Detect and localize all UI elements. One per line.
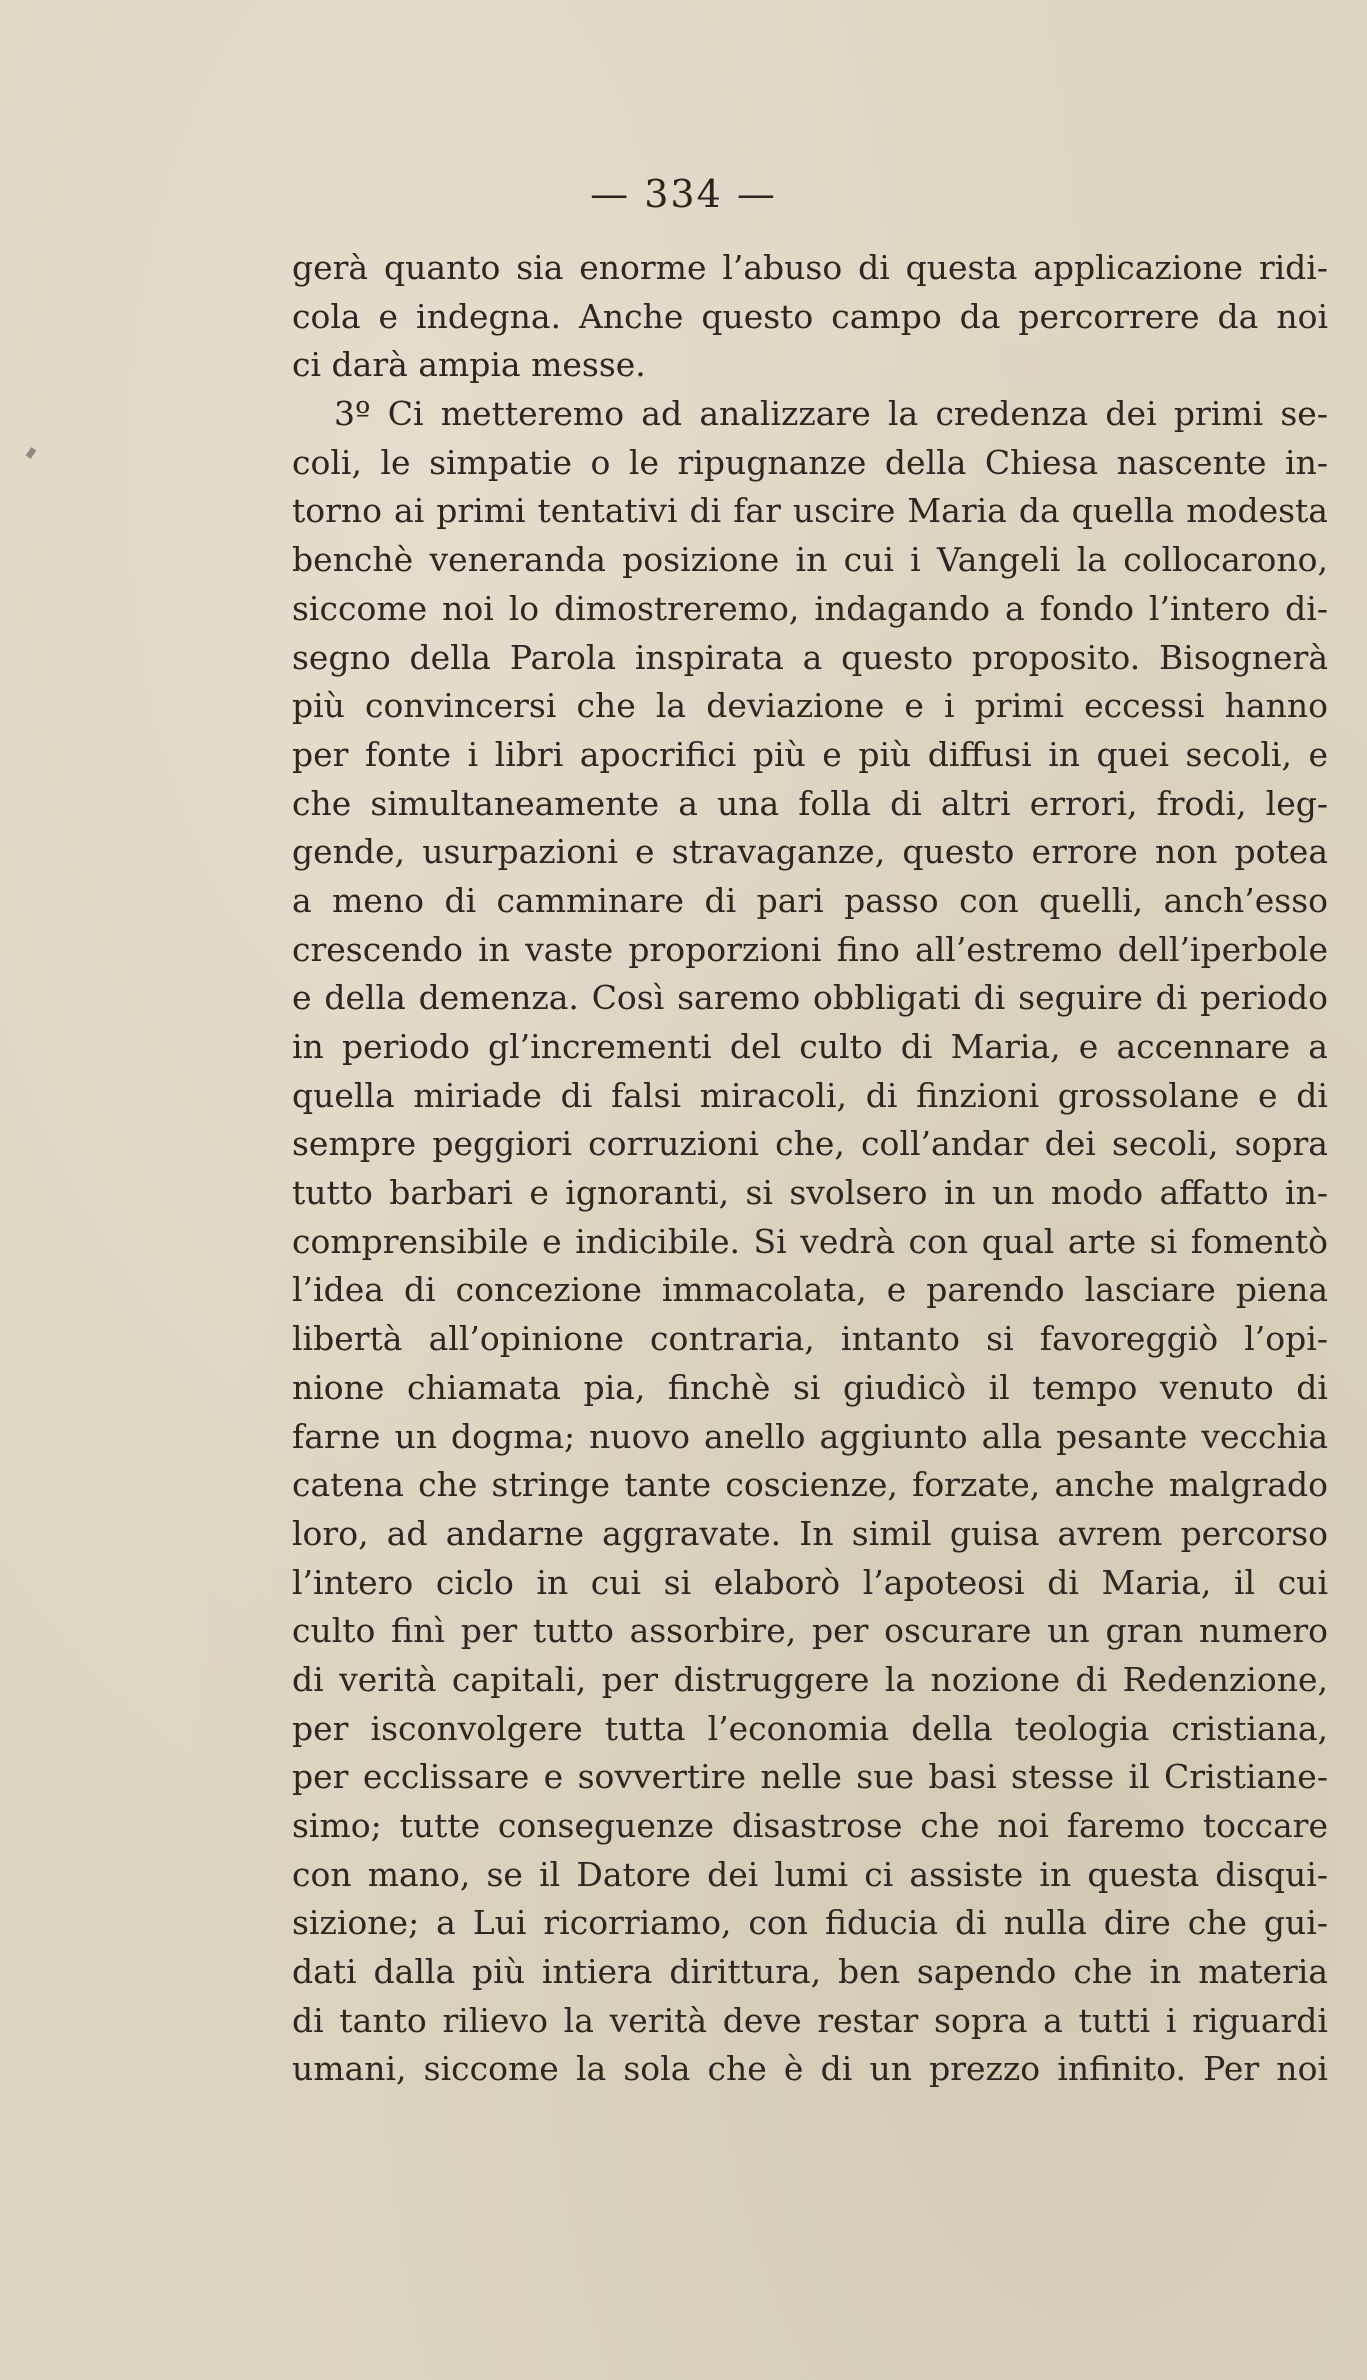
text-line: ci darà ampia messe. — [292, 345, 646, 385]
text-line: farne un dogma; nuovo anello aggiunto alla pesante vecchia — [292, 1416, 1328, 1456]
stray-ink-mark — [26, 447, 37, 459]
text-line: di tanto rilievo la verità deve restar sopra a tutti i riguardi — [292, 2000, 1328, 2040]
text-line: l’intero ciclo in cui si elaborò l’apoteosi di Maria, il cui — [292, 1562, 1328, 1602]
text-line: catena che stringe tante coscienze, forzate, anche malgrado — [292, 1465, 1328, 1505]
page-number: — 334 — — [590, 172, 777, 216]
text-line: umani, siccome la sola che è di un prezzo infinito. Per noi — [292, 2049, 1328, 2089]
text-line: per isconvolgere tutta l’economia della teologia cristiana, — [292, 1708, 1328, 1748]
text-line: l’idea di concezione immacolata, e parendo lasciare piena — [292, 1270, 1328, 1310]
text-line: in periodo gl’incrementi del culto di Maria, e accennare a — [292, 1027, 1328, 1066]
text-line: cola e indegna. Anche questo campo da percorrere da noi — [292, 296, 1328, 336]
text-line: con mano, se il Datore dei lumi ci assiste in questa disqui- — [292, 1854, 1328, 1894]
text-line: sizione; a Lui ricorriamo, con fiducia di nulla dire che gui- — [292, 1903, 1328, 1943]
text-line: più convincersi che la deviazione e i primi eccessi hanno — [292, 686, 1328, 726]
text-line: loro, ad andarne aggravate. In simil guisa avrem percorso — [292, 1513, 1328, 1553]
text-line: tutto barbari e ignoranti, si svolsero in un modo affatto in- — [292, 1173, 1328, 1213]
text-line: gende, usurpazioni e stravaganze, questo errore non potea — [292, 832, 1328, 872]
text-line: segno della Parola inspirata a questo proposito. Bisognerà — [292, 637, 1328, 677]
text-line: quella miriade di falsi miracoli, di finzioni grossolane e di — [292, 1075, 1328, 1115]
text-line: libertà all’opinione contraria, intanto si favoreggiò l’opi- — [292, 1319, 1328, 1359]
text-line: torno ai primi tentativi di far uscire Maria da quella modesta — [292, 491, 1328, 531]
text-line: per fonte i libri apocrifici più e più diffusi in quei secoli, e — [292, 734, 1328, 774]
text-line: crescendo in vaste proporzioni fino all’estremo dell’iperbole — [292, 929, 1328, 969]
text-line: per ecclissare e sovvertire nelle sue basi stesse il Cristiane- — [292, 1757, 1328, 1797]
text-line: che simultaneamente a una folla di altri errori, frodi, leg- — [292, 783, 1328, 823]
text-line: 3º Ci metteremo ad analizzare la credenza dei primi se- — [334, 394, 1328, 434]
text-line: dati dalla più intiera dirittura, ben sapendo che in materia — [292, 1952, 1328, 1992]
text-line: coli, le simpatie o le ripugnanze della Chiesa nascente in- — [292, 442, 1328, 482]
body-text — [292, 244, 1328, 2094]
text-line: sempre peggiori corruzioni che, coll’andar dei secoli, sopra — [292, 1124, 1328, 1164]
text-line: gerà quanto sia enorme l’abuso di questa applicazione ridi- — [292, 248, 1328, 287]
text-line: benchè veneranda posizione in cui i Vangeli la collocarono, — [292, 540, 1328, 580]
text-line: e della demenza. Così saremo obbligati di seguire di periodo — [292, 978, 1328, 1018]
text-line: simo; tutte conseguenze disastrose che noi faremo toccare — [292, 1806, 1328, 1845]
text-line: culto finì per tutto assorbire, per oscurare un gran numero — [292, 1611, 1328, 1651]
text-line: di verità capitali, per distruggere la nozione di Redenzione, — [292, 1659, 1328, 1699]
text-line: comprensibile e indicibile. Si vedrà con qual arte si fomentò — [292, 1221, 1328, 1261]
text-line: nione chiamata pia, finchè si giudicò il tempo venuto di — [292, 1367, 1328, 1407]
text-line: a meno di camminare di pari passo con quelli, anch’esso — [292, 880, 1328, 920]
text-line: siccome noi lo dimostreremo, indagando a fondo l’intero di- — [292, 588, 1328, 628]
